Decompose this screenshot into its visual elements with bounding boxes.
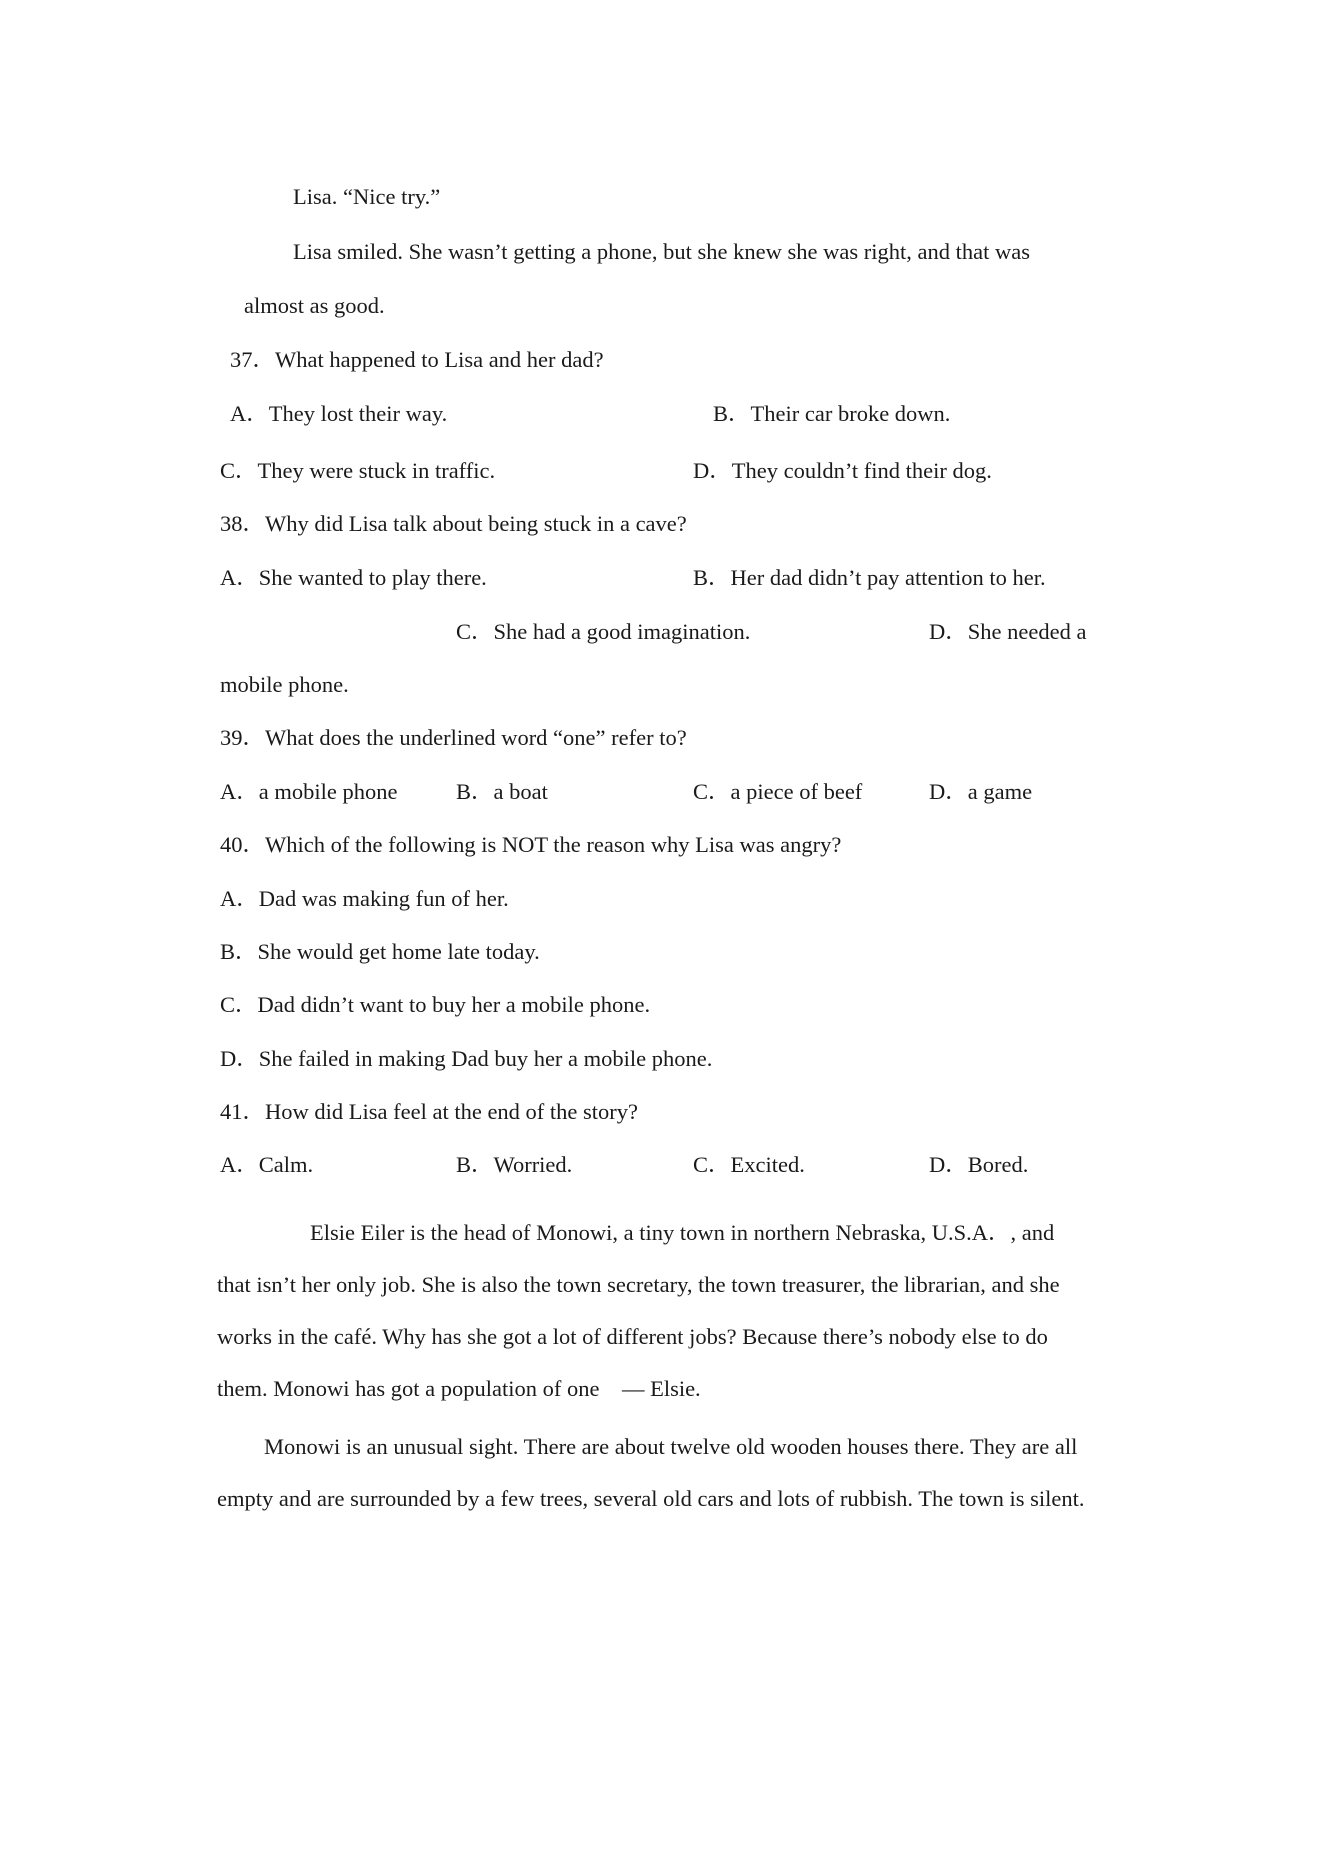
option-b: B．Her dad didn’t pay attention to her. — [693, 565, 1046, 590]
story-line: Lisa smiled. She wasn’t getting a phone, but she knew she was right, and that was — [293, 239, 1030, 264]
option-d: D．She failed in making Dad buy her a mobile phone. — [220, 1046, 713, 1071]
option-d: D．a game — [929, 779, 1033, 804]
option-a: A．They lost their way. — [230, 401, 448, 426]
option-a: A．Dad was making fun of her. — [220, 886, 509, 911]
option-a: A．She wanted to play there. — [220, 565, 487, 590]
question-text: What happened to Lisa and her dad? — [275, 347, 604, 372]
option-d: D．They couldn’t find their dog. — [693, 458, 992, 483]
passage-line: empty and are surrounded by a few trees, several old cars and lots of rubbish. The town is silent. — [217, 1486, 1085, 1511]
option-d-continuation: mobile phone. — [220, 672, 349, 697]
option-c: C．They were stuck in traffic. — [220, 458, 496, 483]
option-b: B．Worried. — [456, 1152, 573, 1177]
question-38 — [220, 509, 687, 539]
question-number: 39． — [220, 725, 266, 750]
question-text: Which of the following is NOT the reason why Lisa was angry? — [265, 832, 842, 857]
question-number: 41． — [220, 1099, 266, 1124]
passage-line: Elsie Eiler is the head of Monowi, a tiny town in northern Nebraska, U.S.A．, and — [310, 1220, 1055, 1245]
passage-line: Monowi is an unusual sight. There are about twelve old wooden houses there. They are all — [264, 1434, 1078, 1459]
question-number: 40． — [220, 832, 266, 857]
option-b: B．She would get home late today. — [220, 939, 540, 964]
question-number: 37． — [230, 347, 276, 372]
option-a: A．Calm. — [220, 1152, 314, 1177]
question-number: 38． — [220, 511, 266, 536]
story-line: almost as good. — [244, 293, 385, 318]
question-text: How did Lisa feel at the end of the story? — [265, 1099, 639, 1124]
passage-line: works in the café. Why has she got a lot of different jobs? Because there’s nobody else to do — [217, 1324, 1048, 1349]
question-40 — [220, 830, 841, 860]
question-39 — [220, 723, 687, 753]
option-b: B．a boat — [456, 779, 548, 804]
question-text: What does the underlined word “one” refer to? — [265, 725, 687, 750]
option-c: C．a piece of beef — [693, 779, 863, 804]
passage-line: that isn’t her only job. She is also the town secretary, the town treasurer, the librarian, and she — [217, 1272, 1060, 1297]
story-line: Lisa. “Nice try.” — [293, 184, 441, 209]
question-37 — [230, 345, 604, 375]
question-text: Why did Lisa talk about being stuck in a cave? — [265, 511, 687, 536]
option-b: B．Their car broke down. — [713, 401, 951, 426]
question-41 — [220, 1097, 638, 1127]
option-c: C．Dad didn’t want to buy her a mobile phone. — [220, 992, 651, 1017]
option-c: C．Excited. — [693, 1152, 805, 1177]
option-a: A．a mobile phone — [220, 779, 398, 804]
option-d: D．She needed a — [929, 619, 1087, 644]
option-d: D．Bored. — [929, 1152, 1029, 1177]
passage-line: them. Monowi has got a population of one — Elsie. — [217, 1376, 701, 1401]
option-c: C．She had a good imagination. — [456, 619, 751, 644]
